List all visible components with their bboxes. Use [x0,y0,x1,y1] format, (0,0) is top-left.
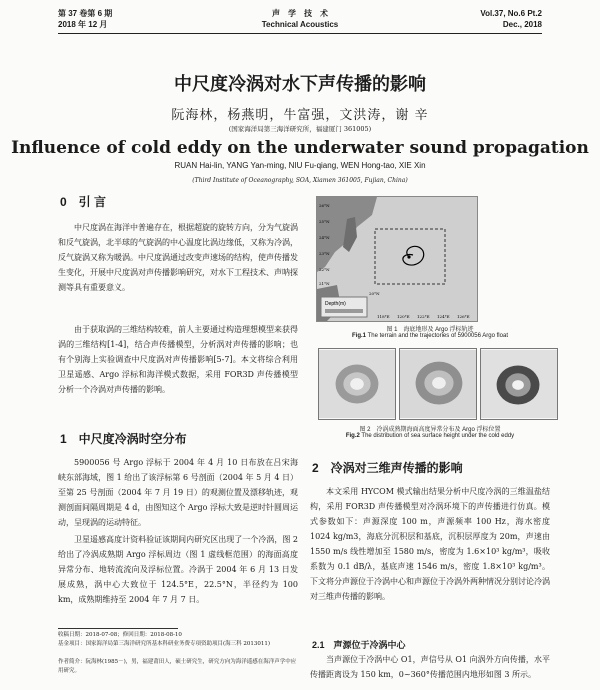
eddy-ssh-plot [481,349,557,419]
title-cn: 中尺度冷涡对水下声传播的影响 [174,74,426,95]
figure-2-panels [318,348,558,420]
lat-tick: 26°N [319,203,330,208]
journal-issue: 第 37 卷第 6 期 2018 年 12 月 [58,9,113,29]
lon-tick: 124°E [437,314,450,319]
journal-name: 声 学 技 术 Technical Acoustics [261,9,339,29]
figure-1-caption-cn: 图 1 海底地形及 Argo 浮标轨迹 [386,327,474,333]
lon-tick: 122°E [417,314,430,319]
running-header [58,8,542,32]
depth-legend [321,297,367,317]
argo-start-point [407,255,410,258]
section-2-heading: 2 冷涡对三维声传播的影响 [312,461,463,475]
lat-tick: 21°N [319,281,330,286]
footnote-received: 收稿日期：2018-07-08；修回日期：2018-08-10 [58,632,182,638]
lon-tick: 120°E [397,314,410,319]
footnote-funding: 基金项目：国家海洋局第三海洋研究所基本科研业务费专项资助项目(海三科 2013011) [58,641,271,647]
figure-1-caption-en: Fig.1 The terrain and the trajectories of 5900056 Argo float [351,333,508,339]
section-1-para-1: 5900056 号 Argo 浮标于 2004 年 4 月 10 日布放在吕宋海峡东部海域，图 1 给出了该浮标第 6 号剖面（2004 年 5 月 4 日）至第 25 号剖面（2004 年 7 月 19 日）的观测位置及漂移轨迹，观测剖面间隔周期是 4 d，由图知这个 Argo 浮标大致是逆时针圆周运动，呈现涡的运动特征。 [58,458,298,527]
header-rule [58,33,542,34]
eddy-panel [399,348,477,420]
section-0-heading: 0 引 言 [60,195,107,209]
figure-2-caption-en: Fig.2 The distribution of sea surface height under the cold eddy [345,433,515,439]
eddy-panel [318,348,396,420]
eddy-ssh-plot [400,349,476,419]
lat-tick: 23°N [319,251,330,256]
section-2-1-para: 当声源位于冷涡中心 O1，声信号从 O1 向涡外方向传播，水平传播距离设为 150 km，0~360°传播范围内地形如图 3 所示。 [310,655,550,679]
lat-tick: 24°N [319,235,330,240]
affiliation-cn: (国家海洋局第三海洋研究所，福建厦门 361005) [228,125,372,133]
terrain-map [317,197,477,321]
title-en: Influence of cold eddy on the underwater sound propagation [11,138,589,158]
footnote-author: 作者简介：阮海林(1985－)，男，福建莆田人，硕士研究生，研究方向为海洋遥感在海洋声学中应用研究。 [58,659,297,674]
section-0-para-2: 由于获取涡的三维结构较难，前人主要通过构造理想模型来获得涡的三维结构[1-4]，结合声传播模型，分析涡对声传播的影响；也有个别海上实验调查中尺度涡对声传播影响[5-7]。本文将综合利用卫星遥感、Argo 浮标和海洋模式数据，采用 FOR3D 声传播模型分析一个冷涡对声传播的影响。 [58,325,298,394]
depth-colorbar [325,309,363,313]
eddy-core [350,378,364,390]
lat-tick: 22°N [319,267,330,272]
section-1-heading: 1 中尺度冷涡时空分布 [60,432,187,446]
affiliation-en: (Third Institute of Oceanography, SOA, Xiamen 361005, Fujian, China) [192,177,408,184]
figure-2-caption-cn: 图 2 冷涡成熟期海面高度异常分布及 Argo 浮标位置 [359,427,501,433]
section-0-para-1: 中尺度涡在海洋中普遍存在，根据超旋的旋转方向，分为气旋涡和反气旋涡，北半球的气旋涡的中心温度比涡边缘低，又称为冷涡，反气旋涡又称为暖涡。中尺度涡通过改变声速场的结构，使声传播发生变化，开展中尺度涡对声传播影响研究，对水下工程技术、声呐探测等具有重要意义。 [58,223,298,292]
lon-tick: 118°E [377,314,390,319]
section-1-para-2: 卫星遥感高度计资料验证该期间内研究区出现了一个冷涡，图 2 给出了冷涡成熟期 Argo 浮标周边（图 1 虚线框范围）的海面高度异常分布、地转流流向及浮标位置。冷涡于 2004 年 6 月 13 日发展成熟，涡中心大致位于 124.5°E，22.5°N，半径约为 100 km，成熟期维持至 2004 年 7 月 7 日。 [58,535,298,604]
section-2-para-1: 本文采用 HYCOM 模式输出结果分析中尺度冷涡的三维温盐结构，采用 FOR3D 声传播模型对冷涡环境下的声传播进行仿真。模式参数如下：声源深度 100 m，声源频率 100 Hz，海水密度 1024 kg/m3，海底分沉积层和基底，沉积层厚度为 20m，声速由 1550 m/s 线性增加至 1580 m/s，密度为 1.6×10³ kg/m³，吸收系数为 0.1 dB/λ，基底声速 1546 m/s，密度 1.8×10³ kg/m³。下文将分声源位于冷涡中心和声源位于冷涡外两种情况分别讨论冷涡对三维声传播的影响。 [310,487,550,601]
lat-tick: 20°N [369,291,380,296]
authors-cn: 阮海林，杨燕明，牛富强，文洪涛，谢 辛 [171,108,429,123]
figure-1-map [316,196,478,322]
depth-legend-title: Depth(m) [325,301,346,307]
eddy-panel [480,348,558,420]
eddy-ssh-plot [319,349,395,419]
eddy-core [512,380,524,390]
lat-tick: 25°N [319,219,330,224]
journal-volume: Vol.37, No.6 Pt.2 Dec., 2018 [480,9,542,29]
lon-tick: 126°E [457,314,470,319]
eddy-core [432,377,446,389]
section-2-1-heading: 2.1 声源位于冷涡中心 [312,640,406,650]
authors-en: RUAN Hai-lin, YANG Yan-ming, NIU Fu-qiang, WEN Hong-tao, XIE Xin [174,161,426,170]
footnote-rule [58,628,178,629]
